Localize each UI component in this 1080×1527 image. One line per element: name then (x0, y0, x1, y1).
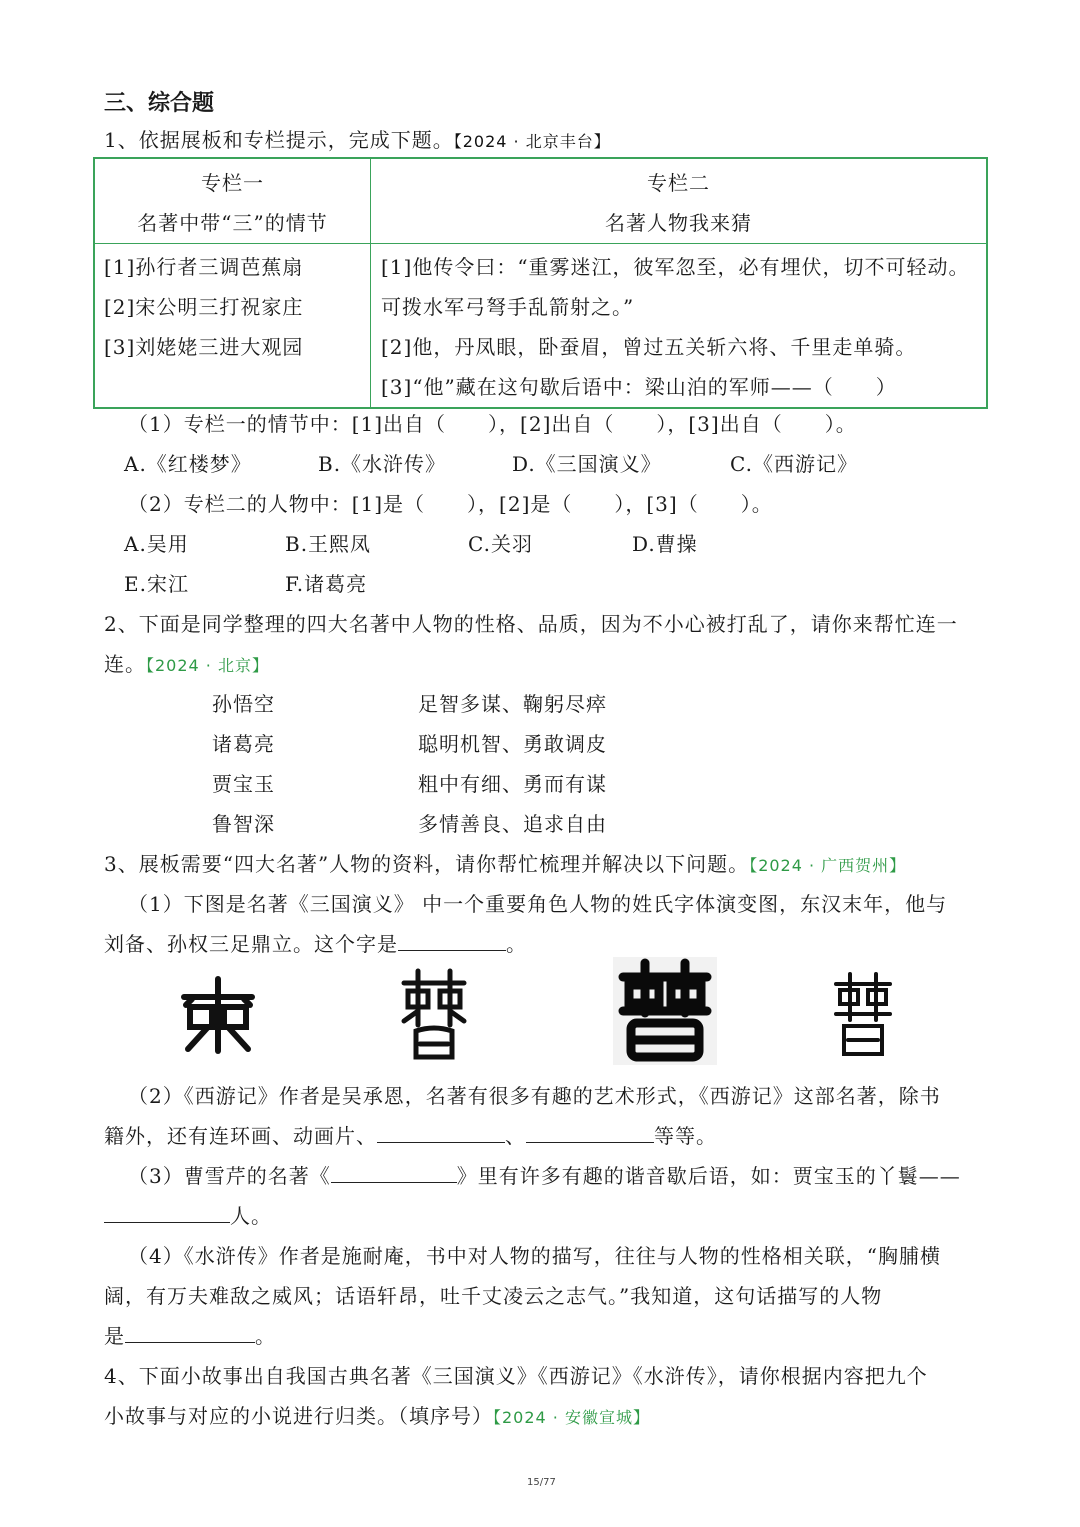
person-option-e: E.宋江 (124, 572, 189, 596)
person-option-a: A.吴用 (124, 532, 189, 556)
q4-stem-text: 小故事与对应的小说进行归类。（填序号） (104, 1404, 493, 1428)
answer-blank[interactable] (398, 930, 506, 951)
q1-columns-table (93, 157, 988, 409)
section-title: 三、综合题 (104, 91, 215, 116)
q1-tag: 【2024 · 北京丰台】 (453, 132, 611, 151)
q3-part4-end: 。 (255, 1324, 276, 1348)
q1-sub2: （2）专栏二的人物中：[1]是（ ），[2]是（ ），[3]（ ）。 (128, 492, 773, 516)
q3-tag: 【2024 · 广西贺州】 (749, 856, 907, 875)
q4-stem-line2 (104, 1402, 650, 1432)
column-one-item: [3]刘姥姥三进大观园 (104, 335, 304, 359)
q3-part3-line1 (128, 1162, 961, 1190)
q1-stem (104, 126, 611, 156)
column-one-body (94, 244, 371, 409)
q3-part4-line1: （4）《水浒传》作者是施耐庵，书中对人物的描写，往往与人物的性格相关联，“胸脯横 (128, 1244, 941, 1268)
q3-part3-text-a: （3）曹雪芹的名著《 (128, 1164, 331, 1188)
q3-part2-line1: （2）《西游记》作者是吴承恩，名著有很多有趣的艺术形式，《西游记》这部名著，除书 (128, 1084, 941, 1108)
glyph-form-3-image (613, 957, 717, 1065)
column-two-item: [1]他传令曰：“重雾迷江，彼军忽至，必有埋伏，切不可轻动。 (381, 255, 970, 279)
column-two-body (371, 244, 988, 409)
glyph-form-2-image (398, 965, 470, 1065)
q3-part1-line1: （1）下图是名著《三国演义》 中一个重要角色人物的姓氏字体演变图，东汉末年，他与 (128, 892, 948, 916)
q3-part2-sep: 、 (505, 1124, 526, 1148)
character-trait: 足智多谋、鞠躬尽瘁 (418, 692, 607, 716)
q3-part3-end: 人。 (230, 1204, 272, 1228)
column-two-header (371, 158, 988, 244)
q2-tag: 【2024 · 北京】 (146, 656, 269, 675)
column-two-title: 专栏二 (647, 171, 710, 195)
q3-part4-line3 (104, 1322, 276, 1350)
column-one-subtitle: 名著中带“三”的情节 (137, 211, 328, 235)
person-option-d: D.曹操 (632, 532, 698, 556)
character-trait: 粗中有细、勇而有谋 (418, 772, 607, 796)
column-two-item: [2]他，丹凤眼，卧蚕眉，曾过五关斩六将、千里走单骑。 (381, 335, 917, 359)
person-option-c: C.关羽 (468, 532, 533, 556)
q2-stem-line2 (104, 650, 269, 680)
q2-stem-line1: 2、下面是同学整理的四大名著中人物的性格、品质，因为不小心被打乱了，请你来帮忙连一 (104, 612, 958, 636)
character-name: 孙悟空 (212, 692, 275, 716)
column-one-item: [2]宋公明三打祝家庄 (104, 295, 304, 319)
glyph-form-1-image (178, 975, 258, 1055)
q3-stem (104, 850, 906, 880)
character-name: 贾宝玉 (212, 772, 275, 796)
q4-tag: 【2024 · 安徽宣城】 (493, 1408, 650, 1427)
option-a: A.《红楼梦》 (124, 452, 252, 476)
answer-blank[interactable] (377, 1122, 505, 1143)
q3-part1-end: 。 (506, 932, 527, 956)
q3-part1-line2 (104, 930, 527, 958)
person-option-b: B.王熙凤 (285, 532, 372, 556)
glyph-form-4-image (832, 970, 894, 1060)
q4-stem-line1: 4、下面小故事出自我国古典名著《三国演义》《西游记》《水浒传》，请你根据内容把九个 (104, 1364, 928, 1388)
q3-part3-text-b: 》里有许多有趣的谐音歇后语，如：贾宝玉的丫鬟—— (456, 1164, 961, 1188)
q1-sub1: （1）专栏一的情节中：[1]出自（ ），[2]出自（ ），[3]出自（ ）。 (128, 412, 857, 436)
answer-blank[interactable] (125, 1322, 255, 1343)
q3-part1-text: 刘备、孙权三足鼎立。这个字是 (104, 932, 398, 956)
person-option-f: F.诸葛亮 (285, 572, 368, 596)
q3-part4-text: 是 (104, 1324, 125, 1348)
character-trait: 多情善良、追求自由 (418, 812, 607, 836)
column-one-header (94, 158, 371, 244)
answer-blank[interactable] (331, 1162, 457, 1183)
column-one-title: 专栏一 (201, 171, 264, 195)
column-one-item: [1]孙行者三调芭蕉扇 (104, 255, 304, 279)
q3-part4-line2: 阔，有万夫难敌之威风；话语轩昂，吐千丈凌云之志气。”我知道，这句话描写的人物 (104, 1284, 883, 1308)
answer-blank[interactable] (526, 1122, 654, 1143)
q3-part2-line2 (104, 1122, 717, 1150)
option-b: B.《水浒传》 (318, 452, 447, 476)
q3-part2-text: 籍外，还有连环画、动画片、 (104, 1124, 377, 1148)
answer-blank[interactable] (104, 1202, 230, 1223)
character-name: 诸葛亮 (212, 732, 275, 756)
character-name: 鲁智深 (212, 812, 275, 836)
column-two-subtitle: 名著人物我来猜 (605, 211, 752, 235)
option-c: C.《西游记》 (730, 452, 858, 476)
character-trait: 聪明机智、勇敢调皮 (418, 732, 607, 756)
column-two-item: 可拨水军弓弩手乱箭射之。” (381, 295, 635, 319)
q1-stem-text: 1、依据展板和专栏提示，完成下题。 (104, 128, 454, 152)
q3-part3-line2 (104, 1202, 272, 1230)
q3-part2-end: 等等。 (654, 1124, 717, 1148)
column-two-item: [3]“他”藏在这句歇后语中：梁山泊的军师——（ ） (381, 375, 897, 399)
page-number: 15/77 (527, 1477, 556, 1488)
q2-stem-text: 连。 (104, 652, 146, 676)
q3-stem-text: 3、展板需要“四大名著”人物的资料，请你帮忙梳理并解决以下问题。 (104, 852, 750, 876)
option-d: D.《三国演义》 (512, 452, 662, 476)
